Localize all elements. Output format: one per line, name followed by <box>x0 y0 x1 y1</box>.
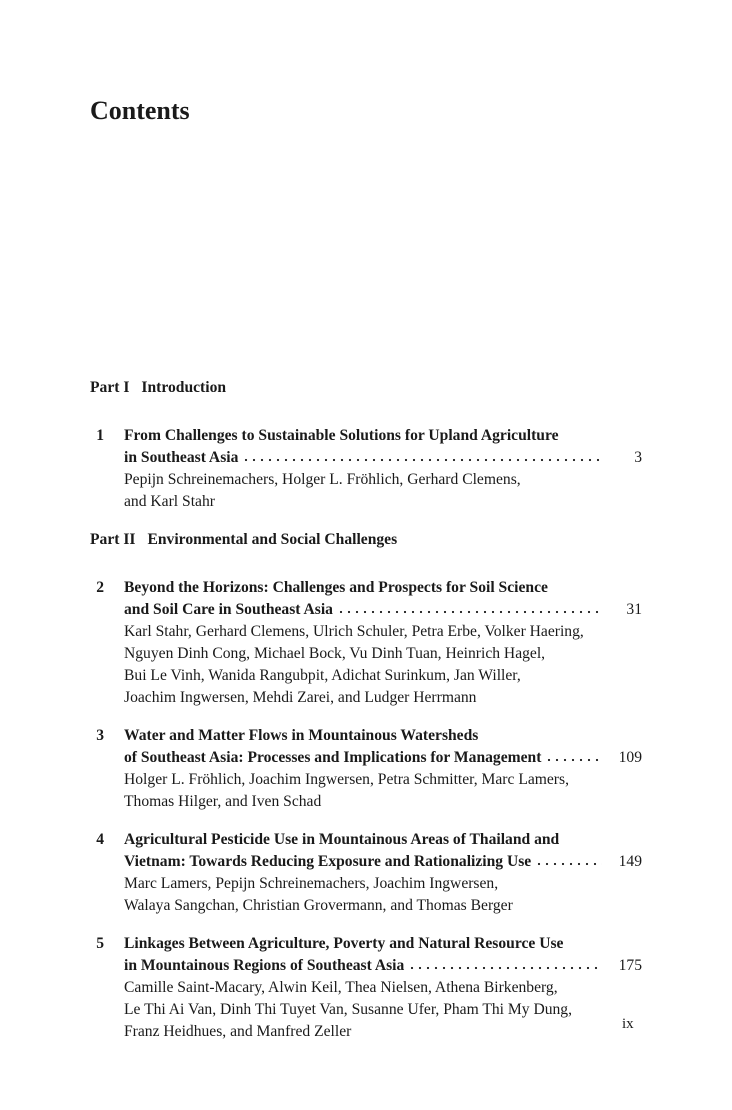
toc-entry-body <box>124 933 642 1043</box>
toc-entry-body <box>124 425 642 513</box>
dot-leader <box>337 604 602 614</box>
chapter-authors-line: Le Thi Ai Van, Dinh Thi Tuyet Van, Susanne Ufer, Pham Thi My Dung, <box>124 1001 572 1018</box>
chapter-authors-line: Walaya Sangchan, Christian Grovermann, and Thomas Berger <box>124 897 513 914</box>
dot-leader <box>408 960 602 970</box>
chapter-title-last-line <box>124 447 642 469</box>
chapter-title-last-line <box>124 747 642 769</box>
chapter-list <box>90 425 642 513</box>
toc-entry-body <box>124 829 642 917</box>
toc-entry[interactable] <box>90 577 642 709</box>
chapter-authors-line: Franz Heidhues, and Manfred Zeller <box>124 1023 352 1040</box>
chapter-page-number[interactable]: 3 <box>634 449 642 466</box>
chapter-authors-line: Pepijn Schreinemachers, Holger L. Fröhlich, Gerhard Clemens, <box>124 471 521 488</box>
chapter-title-line[interactable]: From Challenges to Sustainable Solutions for Upland Agriculture <box>124 427 559 444</box>
part-label: Part II <box>90 531 136 548</box>
chapter-title-line[interactable]: of Southeast Asia: Processes and Implications for Management <box>124 749 542 766</box>
chapter-authors-line: Joachim Ingwersen, Mehdi Zarei, and Ludger Herrmann <box>124 689 477 706</box>
chapter-page-number[interactable]: 31 <box>626 601 642 618</box>
chapter-number: 4 <box>96 831 104 848</box>
chapter-list <box>90 577 642 1043</box>
chapter-page-number[interactable]: 109 <box>618 749 642 766</box>
chapter-title-line[interactable]: Vietnam: Towards Reducing Exposure and Rationalizing Use <box>124 853 532 870</box>
table-of-contents <box>90 377 642 1059</box>
chapter-number: 5 <box>96 935 104 952</box>
chapter-title-line[interactable]: in Mountainous Regions of Southeast Asia <box>124 957 405 974</box>
chapter-authors-line: Bui Le Vinh, Wanida Rangubpit, Adichat Surinkum, Jan Willer, <box>124 667 521 684</box>
chapter-title-line[interactable]: in Southeast Asia <box>124 449 239 466</box>
chapter-authors-line: Thomas Hilger, and Iven Schad <box>124 793 322 810</box>
page-number: ix <box>622 1016 634 1032</box>
part-heading <box>90 529 642 551</box>
toc-entry[interactable] <box>90 425 642 513</box>
chapter-authors-line: Nguyen Dinh Cong, Michael Bock, Vu Dinh Tuan, Heinrich Hagel, <box>124 645 546 662</box>
chapter-page-number[interactable]: 175 <box>618 957 642 974</box>
toc-entry-body <box>124 725 642 813</box>
chapter-authors-line: and Karl Stahr <box>124 493 215 510</box>
chapter-title-last-line <box>124 851 642 873</box>
chapter-authors-line: Karl Stahr, Gerhard Clemens, Ulrich Schuler, Petra Erbe, Volker Haering, <box>124 623 584 640</box>
chapter-number: 3 <box>96 727 104 744</box>
part-title: Introduction <box>141 379 227 396</box>
chapter-title-line[interactable]: Linkages Between Agriculture, Poverty and Natural Resource Use <box>124 935 564 952</box>
chapter-number: 1 <box>96 427 104 444</box>
toc-entry[interactable] <box>90 933 642 1043</box>
part-heading <box>90 377 642 399</box>
part-title: Environmental and Social Challenges <box>147 531 398 548</box>
chapter-title-line[interactable]: and Soil Care in Southeast Asia <box>124 601 333 618</box>
dot-leader <box>535 856 602 866</box>
dot-leader <box>545 752 602 762</box>
toc-entry[interactable] <box>90 725 642 813</box>
chapter-authors-line: Holger L. Fröhlich, Joachim Ingwersen, Petra Schmitter, Marc Lamers, <box>124 771 569 788</box>
chapter-page-number[interactable]: 149 <box>618 853 642 870</box>
part-label: Part I <box>90 379 130 396</box>
toc-entry-body <box>124 577 642 709</box>
chapter-number: 2 <box>96 579 104 596</box>
toc-entry[interactable] <box>90 829 642 917</box>
chapter-title-line[interactable]: Water and Matter Flows in Mountainous Watersheds <box>124 727 479 744</box>
chapter-title-last-line <box>124 599 642 621</box>
chapter-title-last-line <box>124 955 642 977</box>
chapter-title-line[interactable]: Agricultural Pesticide Use in Mountainous Areas of Thailand and <box>124 831 560 848</box>
dot-leader <box>242 452 602 462</box>
chapter-title-line[interactable]: Beyond the Horizons: Challenges and Prospects for Soil Science <box>124 579 548 596</box>
page-title: Contents <box>90 96 190 125</box>
chapter-authors-line: Camille Saint-Macary, Alwin Keil, Thea Nielsen, Athena Birkenberg, <box>124 979 558 996</box>
chapter-authors-line: Marc Lamers, Pepijn Schreinemachers, Joachim Ingwersen, <box>124 875 499 892</box>
